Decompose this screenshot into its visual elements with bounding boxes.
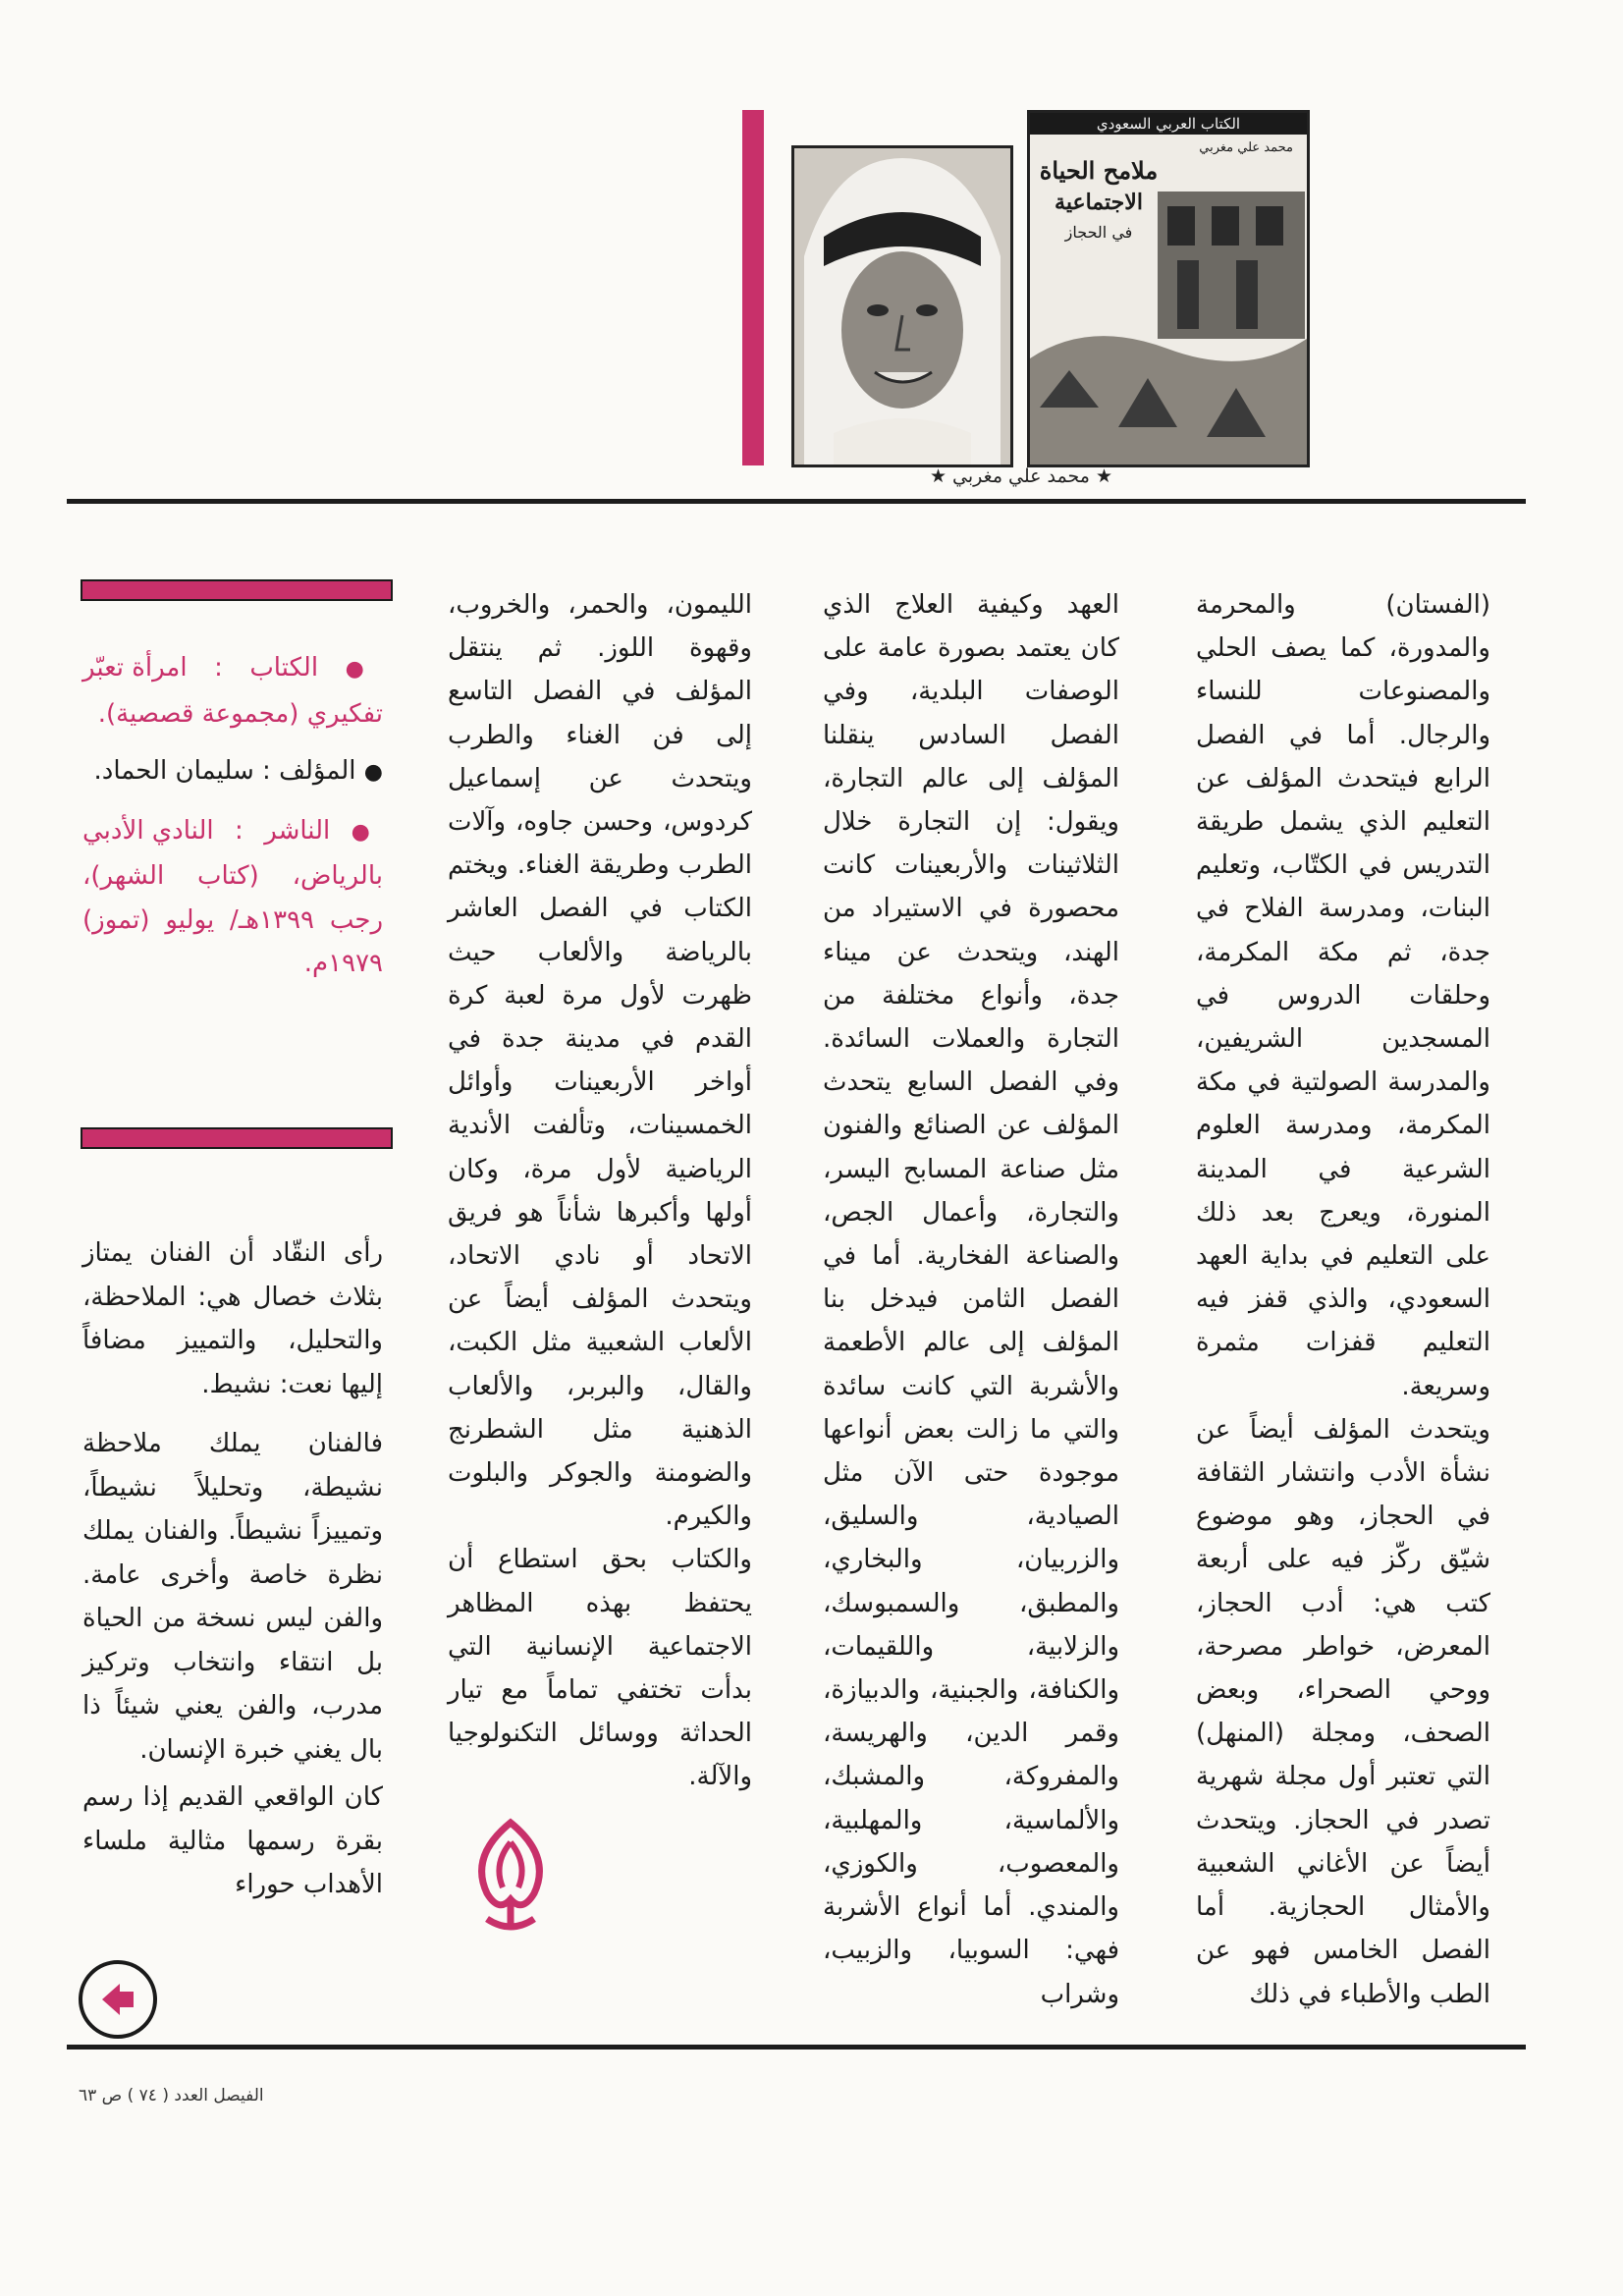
sidebar-bottom-bar <box>81 1127 393 1149</box>
column-3 <box>448 583 752 1799</box>
book-value: امرأة تعبّر تفكيري (مجموعة قصصية). <box>82 653 383 729</box>
bullet-icon: ● <box>363 760 383 785</box>
book-label: الكتاب <box>249 653 319 683</box>
sidebar-paragraph-2: فالفنان يملك ملاحظة نشيطة، وتحليلاً نشيطاً، وتمييزاً نشيطاً. والفنان يملك نظرة خاصة وأخرى عامة. والفن ليس نسخة من الحياة بل انتقاء وانتخاب وتركيز مدرب، والفن يعني شيئاً ذا بال يغني خبرة الإنسان. <box>82 1429 383 1765</box>
flower-ornament-icon <box>461 1817 560 1937</box>
cover-title-line2: الاجتماعية <box>1055 190 1143 215</box>
top-rule <box>67 499 1526 504</box>
bottom-rule <box>67 2045 1526 2050</box>
bullet-icon: ● <box>345 657 384 682</box>
column-1-paragraph-1: (الفستان) والمحرمة والمدورة، كما يصف الحلي والمصنوعات للنساء والرجال. أما في الفصل الرابع فيتحدث المؤلف عن التعليم الذي يشمل طريقة التدريس في الكتّاب، وتعليم البنات، ومدرسة الفلاح في جدة، ثم مكة المكرمة، وحلقات الدروس في المسجدين الشريفين، والمدرسة الصولتية في مكة المكرمة، ومدرسة العلوم الشرعية في المدينة المنورة، ويعرج بعد ذلك على التعليم في بداية العهد السعودي، والذي قفز فيه التعليم قفزات مثمرة وسريعة. <box>1196 590 1490 1401</box>
sidebar-top-bar <box>81 579 393 601</box>
cover-series: الكتاب العربي السعودي <box>1096 115 1241 133</box>
cover-title-line3: في الحجاز <box>1064 223 1133 242</box>
author-portrait <box>791 145 1013 467</box>
author-label: المؤلف <box>279 756 356 786</box>
page-arrow-icon <box>79 1960 157 2039</box>
sidebar-paragraph-1: رأى النقّاد أن الفنان يمتاز بثلاث خصال هي: الملاحظة، والتحليل، والتمييز مضافاً إليها نعت: نشيط. <box>82 1238 383 1399</box>
column-1-paragraph-2: ويتحدث المؤلف أيضاً عن نشأة الأدب وانتشار الثقافة في الحجاز، وهو موضوع شيّق ركّز فيه على أربعة كتب هي: أدب الحجاز، المعرض، خواطر مصرحة، ووحي الصحراء، وبعض الصحف، ومجلة (المنهل) التي تعتبر أول مجلة شهرية تصدر في الحجاز. ويتحدث أيضاً عن الأغاني الشعبية والأمثال الحجازية. أما الفصل الخامس فهو عن الطب والأطباء في ذلك <box>1196 1414 1490 2009</box>
image-caption: ★ محمد علي مغربي ★ <box>929 465 1113 487</box>
column-3-paragraph-1: الليمون، والحمر، والخروب، وقهوة اللوز. ثم ينتقل المؤلف في الفصل التاسع إلى فن الغناء والطرب ويتحدث عن إسماعيل كردوس، وحسن جاوه، وآلات الطرب وطريقة الغناء. ويختم الكتاب في الفصل العاشر بالرياضة والألعاب حيث ظهرت لأول مرة لعبة كرة القدم في مدينة جدة في أواخر الأربعينات وأوائل الخمسينات، وتألفت الأندية الرياضية لأول مرة، وكان أولها وأكبرها شأناً هو فريق الاتحاد أو نادي الاتحاد، ويتحدث المؤلف أيضاً عن الألعاب الشعبية مثل الكبت، والقال، والبربر، والألعاب الذهنية مثل الشطرنج والضومنة والجوكر والبلوت والكيرم. <box>448 590 752 1532</box>
cover-author: محمد علي مغربي <box>1199 140 1293 155</box>
publisher-value: النادي الأدبي بالرياض، (كتاب الشهر)، رجب ١٣٩٩هـ/ يوليو (تموز) ١٩٧٩م. <box>82 815 383 978</box>
book-info-publisher: ● الناشر : النادي الأدبي بالرياض، (كتاب الشهر)، رجب ١٣٩٩هـ/ يوليو (تموز) ١٩٧٩م. <box>82 815 384 978</box>
column-2-paragraph-1: العهد وكيفية العلاج الذي كان يعتمد بصورة عامة على الوصفات البلدية، وفي الفصل السادس ينقلنا المؤلف إلى عالم التجارة، ويقول: إن التجارة خلال الثلاثينات والأربعينات كانت محصورة في الاستيراد من الهند، ويتحدث عن ميناء جدة، وأنواع مختلفة من التجارة والعملات السائدة. وفي الفصل السابع يتحدث المؤلف عن الصنائع والفنون مثل صناعة المسابح اليسر، والتجارة، وأعمال الجص، والصناعة الفخارية. أما في الفصل الثامن فيدخل بنا المؤلف إلى عالم الأطعمة والأشربة التي كانت سائدة والتي ما زالت بعض أنواعها موجودة حتى الآن مثل الصيادية، والسليق، والزربيان، والبخاري، والمطبق، والسمبوسك، والزلابية، واللقيمات، والكنافة، والجبنية، والدبيازة، وقمر الدين، والهريسة، والمفروكة، والمشبك، والألماسية، والمهلبية، والمعصوب، والكوزي، والمندي. أما أنواع الأشربة فهي: السوبيا، والزبيب، وشراب <box>823 590 1119 2009</box>
cover-title-line1: ملامح الحياة <box>1039 156 1159 185</box>
sidebar-paragraph-3: كان الواقعي القديم إذا رسم بقرة رسمها مثالية ملساء الأهداب حوراء <box>82 1782 383 1899</box>
header-pink-bar <box>742 110 764 465</box>
portrait-illustration <box>794 148 1010 465</box>
book-info-title: ● الكتاب : امرأة تعبّر تفكيري (مجموعة قصصية). <box>82 653 384 729</box>
book-info-author: ● المؤلف : سليمان الحماد. <box>93 756 383 786</box>
publisher-label: الناشر <box>264 815 331 846</box>
page-footer: الفيصل العدد ( ٧٤ ) ص ٦٣ <box>79 2086 264 2105</box>
column-2 <box>823 583 1119 2016</box>
author-value: سليمان الحماد. <box>93 756 254 786</box>
sidebar-body <box>82 1231 383 1907</box>
book-info <box>82 646 383 1000</box>
column-1 <box>1196 583 1490 2016</box>
column-3-paragraph-2: والكتاب بحق استطاع أن يحتفظ بهذه المظاهر الاجتماعية الإنسانية التي بدأت تختفي تماماً مع تيار الحداثة ووسائل التكنولوجيا والآلة. <box>448 1545 752 1792</box>
book-cover <box>1027 110 1310 467</box>
bullet-icon: ● <box>351 819 384 845</box>
